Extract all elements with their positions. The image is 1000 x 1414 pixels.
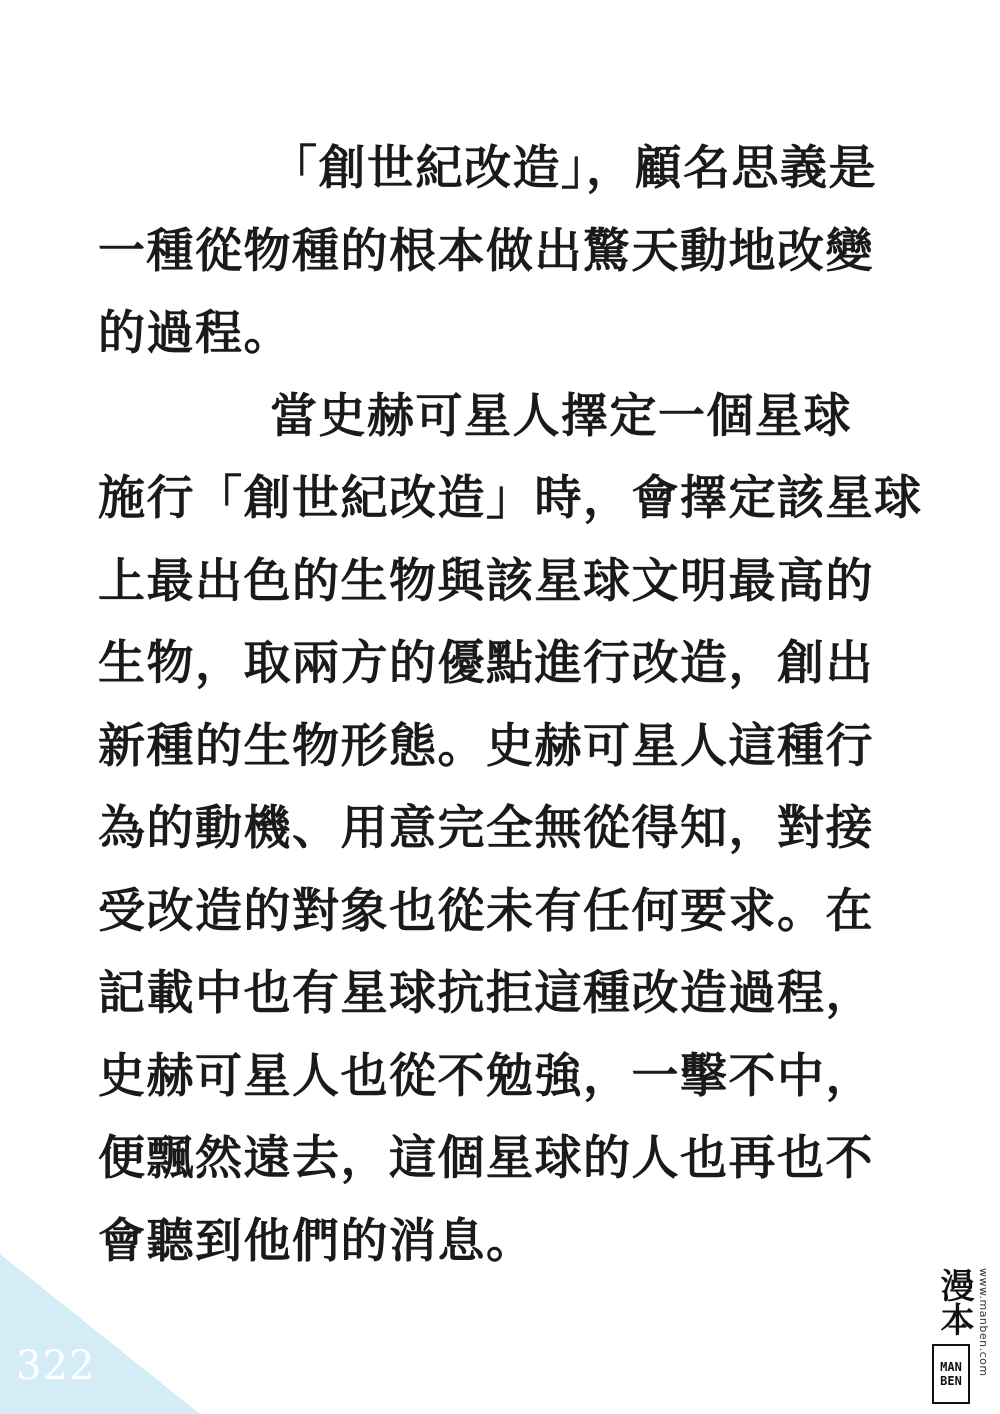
watermark-url: www.manben.com	[977, 1268, 990, 1377]
text-line: 記載中也有星球抗拒這種改造過程，	[98, 966, 874, 1021]
text-line: 的過程。	[98, 306, 292, 361]
text-line: 受改造的對象也從未有任何要求。在	[98, 883, 874, 939]
watermark-box-top: MAN	[940, 1360, 962, 1374]
text-line: 當史赫可星人擇定一個星球	[270, 388, 852, 444]
page-number: 322	[16, 1343, 96, 1389]
text-line: 施行「創世紀改造」時，會擇定該星球	[98, 471, 923, 526]
text-line: 生物，取兩方的優點進行改造，創出	[98, 636, 874, 691]
watermark-logo: 漫本	[934, 1268, 974, 1336]
text-line: 為的動機、用意完全無從得知，對接	[98, 801, 874, 856]
body-text	[98, 128, 923, 1283]
text-line: 新種的生物形態。史赫可星人這種行	[98, 718, 874, 774]
text-line: 史赫可星人也從不勉強，一擊不中，	[98, 1048, 874, 1104]
text-line: 便飄然遠去，這個星球的人也再也不	[98, 1131, 874, 1186]
watermark-box-bottom: BEN	[940, 1374, 962, 1388]
corner-decoration	[0, 1254, 200, 1414]
text-line: 會聽到他們的消息。	[98, 1213, 535, 1269]
text-line: 「創世紀改造」，顧名思義是	[270, 141, 877, 196]
text-line: 上最出色的生物與該星球文明最高的	[98, 553, 874, 609]
watermark-box	[932, 1344, 970, 1404]
text-line: 一種從物種的根本做出驚天動地改變	[98, 223, 874, 279]
